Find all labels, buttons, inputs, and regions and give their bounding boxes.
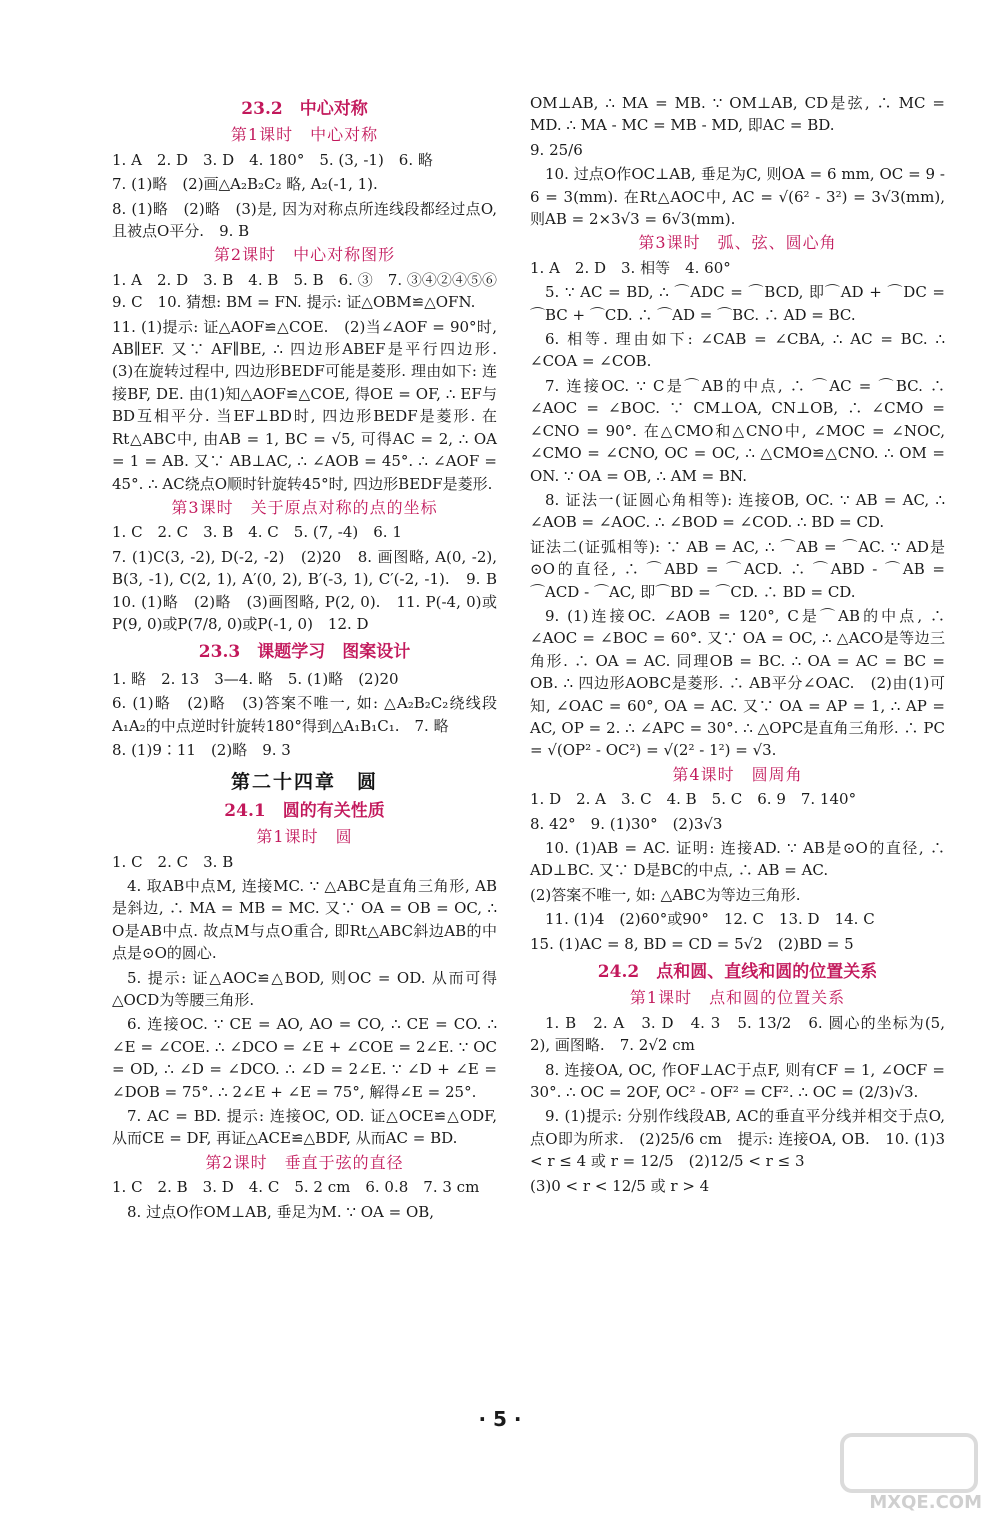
answer-paragraph: 8. (1)略 (2)略 (3)是, 因为对称点所连线段都经过点O, 且被点O平分. 9. B [112, 199, 497, 241]
answer-paragraph: 证法二(证弧相等): ∵ AB = AC, ∴ ⌒AB = ⌒AC. ∵ AD是⊙O的直径, ∴ ⌒ABD = ⌒ACD. ∴ ⌒ABD - ⌒AB = ⌒ACD - ⌒AC, 即⌒BD = ⌒CD. ∴ BD = CD. [530, 537, 945, 601]
answer-paragraph: 1. 略 2. 13 3—4. 略 5. (1)略 (2)20 [112, 669, 399, 688]
answer-paragraph: 1. C 2. C 3. B 4. C 5. (7, -4) 6. 1 [112, 523, 402, 542]
lesson-heading: 第1课时 点和圆的位置关系 [629, 988, 846, 1008]
answer-paragraph: 5. 提示: 证△AOC≌△BOD, 则OC = OD. 从而可得△OCD为等腰三角形. [112, 968, 497, 1010]
answer-paragraph: 1. A 2. D 3. B 4. B 5. B 6. ③ 7. ③④②④⑤⑥ 9. C 10. 猜想: BM = FN. 提示: 证△OBM≌△OFN. [112, 270, 513, 312]
answer-paragraph: 7. (1)C(3, -2), D(-2, -2) (2)20 8. 画图略, A(0, -2), B(3, -1), C(2, 1), A′(0, 2), B′(-3, 1), C′(-2, -1). 9. B 10. (1)略 (2)略 (3)画图略, P(2, 0). 11. P(-4, 0)或P(9, 0)或P(7/8, 0)或P(-1, 0) 12. D [112, 547, 513, 633]
answer-paragraph: OM⊥AB, ∴ MA = MB. ∵ OM⊥AB, CD是弦, ∴ MC = MD. ∴ MA - MC = MB - MD, 即AC = BD. [530, 94, 945, 135]
answer-paragraph: 1. D 2. A 3. C 4. B 5. C 6. 9 7. 140° [530, 790, 857, 809]
right-column [530, 92, 945, 1199]
section-heading: 23.2 中心对称 [241, 99, 368, 119]
answer-paragraph: (3)0 < r < 12/5 或 r > 4 [530, 1176, 710, 1195]
answer-paragraph: 9. (1)连接OC. ∠AOB = 120°, C是⌒AB的中点, ∴ ∠AOC = ∠BOC = 60°. 又∵ OA = OC, ∴ △ACO是等边三角形. ∴ OA = AC. 同理OB = BC. ∴ OA = AC = BC = OB. ∴ 四边形AOBC是菱形. ∴ AB平分∠OAC. (2)由(1)可知, ∠OAC = 60°, OA = AC. 又∵ OA = AP = 1, ∴ AP = AC, OP = 2. ∴ ∠APC = 30°. ∴ △OPC是直角三角形. ∴ PC = √(OP² - OC²) = √(2² - 1²) = √3. [530, 606, 945, 760]
answer-paragraph: 7. AC = BD. 提示: 连接OC, OD. 证△OCE≌△ODF, 从而CE = DF, 再证△ACE≌△BDF, 从而AC = BD. [112, 1107, 497, 1148]
answer-paragraph: (2)答案不唯一, 如: △ABC为等边三角形. [530, 885, 801, 904]
answer-paragraph: 9. 25/6 [530, 140, 583, 159]
answer-paragraph: 8. 42° 9. (1)30° (2)3√3 [530, 814, 723, 833]
answer-paragraph: 11. (1)4 (2)60°或90° 12. C 13. D 14. C [545, 910, 875, 929]
answer-paragraph: 1. A 2. D 3. D 4. 180° 5. (3, -1) 6. 略 [112, 150, 433, 169]
answer-paragraph: 11. (1)提示: 证△AOF≌△COE. (2)当∠AOF = 90°时, AB∥EF. 又∵ AF∥BE, ∴ 四边形ABEF是平行四边形. (3)在旋转过程中, 四边形BEDF可能是菱形. 理由如下: 连接BF, DE. 由(1)知△AOF≌△COE, 得OE = OF, ∴ EF与BD互相平分. 当EF⊥BD时, 四边形BEDF是菱形. 在Rt△ABC中, 由AB = 1, BC = √5, 可得AC = 2, ∴ OA = 1 = AB. 又∵ AB⊥AC, ∴ ∠AOB = 45°. ∴ ∠AOF = 45°. ∴ AC绕点O顺时针旋转45°时, 四边形BEDF是菱形. [112, 317, 513, 493]
answer-paragraph: 4. 取AB中点M, 连接MC. ∵ △ABC是直角三角形, AB是斜边, ∴ MA = MB = MC. 又∵ OA = OB = OC, ∴ O是AB中点. 故点M与点O重合, 即Rt△ABC斜边AB的中点是⊙O的圆心. [112, 877, 497, 963]
section-heading: 24.1 圆的有关性质 [224, 800, 385, 821]
lesson-heading: 第2课时 中心对称图形 [213, 245, 396, 265]
answer-paragraph: 8. 过点O作OM⊥AB, 垂足为M. ∵ OA = OB, [127, 1202, 435, 1221]
section-heading: 23.3 课题学习 图案设计 [198, 642, 411, 663]
lesson-heading: 第2课时 垂直于弦的直径 [205, 1152, 404, 1172]
lesson-heading: 第3课时 关于原点对称的点的坐标 [171, 497, 438, 517]
lesson-heading: 第3课时 弧、弦、圆心角 [638, 233, 837, 253]
answer-paragraph: 1. A 2. D 3. 相等 4. 60° [530, 258, 731, 277]
lesson-heading: 第1课时 圆 [256, 827, 353, 847]
answer-paragraph: 1. B 2. A 3. D 4. 3 5. 13/2 6. 圆心的坐标为(5, 2), 画图略. 7. 2√2 cm [530, 1013, 945, 1055]
answer-paragraph: 6. (1)略 (2)略 (3)答案不唯一, 如: △A₂B₂C₂绕线段A₁A₂的中点逆时针旋转180°得到△A₁B₁C₁. 7. 略 [112, 694, 497, 735]
answer-paragraph: 10. (1)AB = AC. 证明: 连接AD. ∵ AB是⊙O的直径, ∴ AD⊥BC. 又∵ D是BC的中点, ∴ AB = AC. [530, 839, 945, 880]
left-column [112, 92, 513, 1225]
lesson-heading: 第1课时 中心对称 [230, 125, 379, 145]
answer-paragraph: 1. C 2. B 3. D 4. C 5. 2 cm 6. 0.8 7. 3 cm [112, 1178, 480, 1197]
answer-paragraph: 8. 证法一(证圆心角相等): 连接OB, OC. ∵ AB = AC, ∴ ∠AOB = ∠AOC. ∴ ∠BOD = ∠COD. ∴ BD = CD. [530, 490, 945, 532]
section-heading: 24.2 点和圆、直线和圆的位置关系 [597, 962, 878, 983]
answer-paragraph: 8. (1)9∶11 (2)略 9. 3 [112, 740, 291, 759]
chapter-heading: 第二十四章 圆 [230, 771, 378, 794]
answer-paragraph: 6. 相等. 理由如下: ∠CAB = ∠CBA, ∴ AC = BC. ∴ ∠COA = ∠COB. [530, 330, 945, 371]
answer-paragraph: 8. 连接OA, OC, 作OF⊥AC于点F, 则有CF = 1, ∠OCF = 30°. ∴ OC = 2OF, OC² - OF² = CF². ∴ OC = (2/3)√3. [530, 1060, 945, 1102]
answer-paragraph: 15. (1)AC = 8, BD = CD = 5√2 (2)BD = 5 [530, 934, 854, 953]
answer-paragraph: 7. (1)略 (2)画△A₂B₂C₂ 略, A₂(-1, 1). [112, 175, 378, 194]
watermark-logo [838, 1427, 988, 1517]
page-number: · 5 · [478, 1407, 522, 1431]
answer-paragraph: 6. 连接OC. ∵ CE = AO, AO = CO, ∴ CE = CO. ∴ ∠E = ∠COE. ∴ ∠DCO = ∠E + ∠COE = 2∠E. ∵ OC = OD, ∴ ∠D = ∠DCO. ∴ ∠D = 2∠E. ∵ ∠D + ∠E = ∠DOB = 75°. ∴ 2∠E + ∠E = 75°, 解得∠E = 25°. [112, 1015, 497, 1101]
lesson-heading: 第4课时 圆周角 [672, 764, 803, 784]
answer-paragraph: 7. 连接OC. ∵ C是⌒AB的中点, ∴ ⌒AC = ⌒BC. ∴ ∠AOC = ∠BOC. ∵ CM⊥OA, CN⊥OB, ∴ ∠CMO = ∠CNO = 90°. 在△CMO和△CNO中, ∠MOC = ∠NOC, ∠CMO = ∠CNO, OC = OC, ∴ △CMO≌△CNO. ∴ OM = ON. ∵ OA = OB, ∴ AM = BN. [530, 376, 945, 485]
answer-paragraph: 5. ∵ AC = BD, ∴ ⌒ADC = ⌒BCD, 即⌒AD + ⌒DC = ⌒BC + ⌒CD. ∴ ⌒AD = ⌒BC. ∴ AD = BC. [530, 283, 945, 324]
answer-paragraph: 10. 过点O作OC⊥AB, 垂足为C, 则OA = 6 mm, OC = 9 - 6 = 3(mm). 在Rt△AOC中, AC = √(6² - 3²) = 3√3(mm), 则AB = 2×3√3 = 6√3(mm). [530, 165, 945, 229]
watermark-text: MXQE.COM [869, 1492, 982, 1513]
answer-paragraph: 9. (1)提示: 分别作线段AB, AC的垂直平分线并相交于点O, 点O即为所求. (2)25/6 cm 提示: 连接OA, OB. 10. (1)3 < r ≤ 4 或 r = 12/5 (2)12/5 < r ≤ 3 [530, 1107, 945, 1171]
watermark-badge-icon [840, 1433, 978, 1493]
answer-paragraph: 1. C 2. C 3. B [112, 852, 234, 871]
